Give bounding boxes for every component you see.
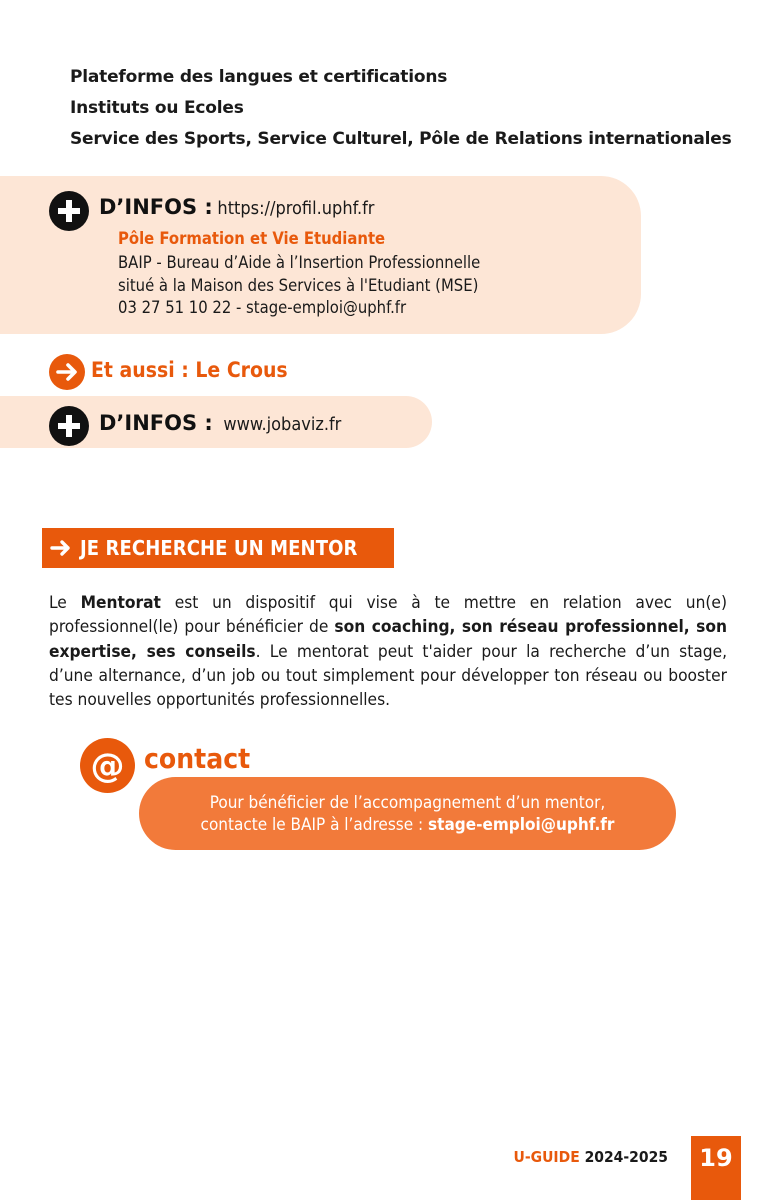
footer-year: 2024-2025	[584, 1148, 668, 1166]
mentorat-paragraph: Le Mentorat est un dispositif qui vise à te mettre en relation avec un(e) professionnel(le) pour bénéficier de son coaching, son réseau professionnel, son expertise, ses conseils. Le mentorat peut t'aider pour la recherche d’un stage, d’une alternance, d’un job ou tout simplement pour développer ton réseau ou booster tes nouvelles opportunités professionnelles.	[49, 593, 727, 711]
address-line-3: 03 27 51 10 22 - stage-emploi@uphf.fr	[118, 298, 407, 317]
infos-label: D’INFOS :	[99, 195, 213, 219]
arrow-right-icon	[49, 354, 85, 390]
plus-icon	[49, 406, 89, 446]
contact-email[interactable]: stage-emploi@uphf.fr	[428, 814, 615, 835]
infos-url-profil[interactable]: https://profil.uphf.fr	[217, 198, 375, 219]
contact-box	[139, 777, 676, 850]
bold-mentorat: Mentorat	[80, 593, 161, 613]
arrow-right-icon	[50, 538, 72, 558]
section-banner-mentor	[42, 528, 394, 568]
footer-guide-name: U-GUIDE	[513, 1148, 580, 1166]
plus-icon	[49, 191, 89, 231]
infos-heading-profil	[99, 195, 374, 219]
section-title: JE RECHERCHE UN MENTOR	[80, 536, 358, 560]
address-line-2: situé à la Maison des Services à l'Etudiant (MSE)	[118, 276, 479, 295]
at-icon: @	[80, 738, 135, 793]
et-aussi-crous: Et aussi : Le Crous	[91, 358, 288, 382]
list-item-instituts: Instituts ou Ecoles	[70, 98, 244, 118]
address-line-1: BAIP - Bureau d’Aide à l’Insertion Professionnelle	[118, 253, 481, 272]
address-title: Pôle Formation et Vie Etudiante	[118, 229, 386, 248]
bold-benefits: son coaching, son réseau professionnel, son expertise, ses conseils	[49, 617, 727, 662]
contact-line-1: Pour bénéficier de l’accompagnement d’un mentor,	[209, 792, 606, 813]
page-number: 19	[691, 1136, 741, 1200]
list-item-services: Service des Sports, Service Culturel, Pôle de Relations internationales	[70, 129, 732, 149]
infos-label: D’INFOS :	[99, 411, 213, 435]
list-item-langues: Plateforme des langues et certifications	[70, 67, 448, 87]
infos-heading-jobaviz	[99, 411, 341, 435]
infos-url-jobaviz[interactable]: www.jobaviz.fr	[223, 414, 342, 435]
contact-line-2: contacte le BAIP à l’adresse : stage-emploi@uphf.fr	[200, 814, 615, 835]
footer-guide	[514, 1148, 668, 1166]
contact-label: contact	[144, 742, 251, 775]
